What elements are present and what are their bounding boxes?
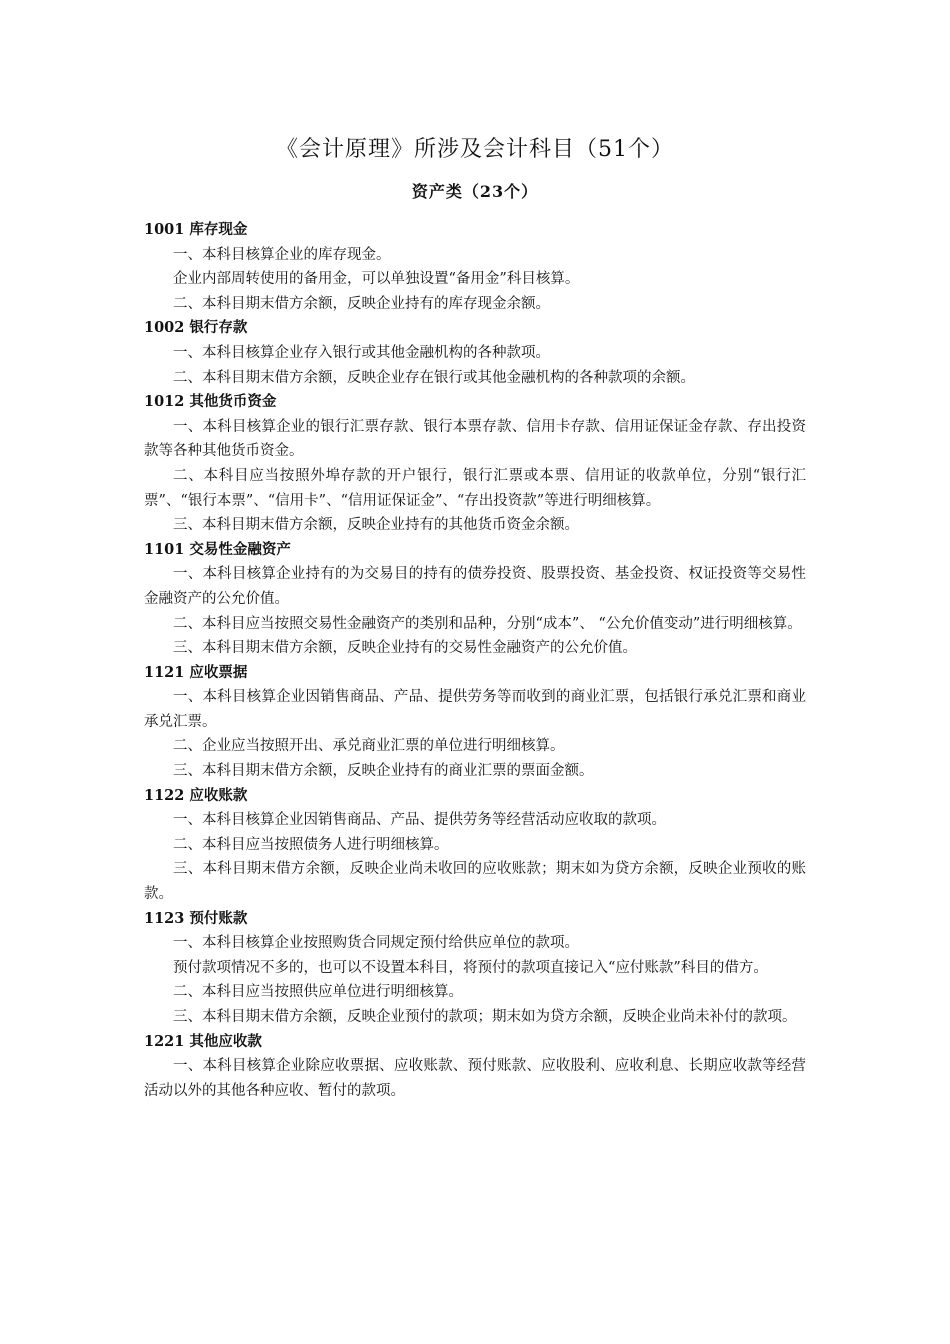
account-paragraph: 二、本科目应当按照债务人进行明细核算。 [173,836,449,853]
account-1122 [144,784,806,907]
account-paragraph: 二、本科目期末借方余额，反映企业存在银行或其他金融机构的各种款项的余额。 [173,369,695,386]
account-paragraph: 二、本科目应当按照供应单位进行明细核算。 [173,984,463,1001]
account-paragraph: 二、本科目应当按照外埠存款的开户银行，银行汇票或本票、信用证的收款单位，分别“银行汇票”、“银行本票”、“信用卡”、“信用证保证金”、“存出投资款”等进行明细核算。 [144,467,806,509]
account-paragraph: 一、本科目核算企业的库存现金。 [173,246,391,263]
document-title: 《会计原理》所涉及会计科目（51个） [276,137,674,162]
account-1101 [144,538,806,661]
account-heading: 1012 其他货币资金 [144,393,277,411]
account-heading: 1101 交易性金融资产 [144,540,291,558]
account-paragraph: 一、本科目核算企业按照购货合同规定预付给供应单位的款项。 [173,935,579,952]
account-paragraph: 一、本科目核算企业持有的为交易目的持有的债券投资、股票投资、基金投资、权证投资等交易性金融资产的公允价值。 [144,566,806,607]
section-title: 资产类（23个） [411,182,539,201]
account-paragraph: 一、本科目核算企业因销售商品、产品、提供劳务等经营活动应收取的款项。 [173,812,666,829]
account-1123 [144,907,806,1030]
account-1001 [144,218,806,316]
account-paragraph: 一、本科目核算企业除应收票据、应收账款、预付账款、应收股利、应收利息、长期应收款等经营活动以外的其他各种应收、暂付的款项。 [144,1058,806,1099]
account-paragraph: 预付款项情况不多的，也可以不设置本科目，将预付的款项直接记入“应付账款”科目的借方。 [173,959,768,976]
account-heading: 1221 其他应收款 [144,1032,262,1050]
document-page [144,130,806,1103]
account-heading: 1001 库存现金 [144,221,248,238]
account-1002 [144,316,806,390]
account-heading: 1121 应收票据 [144,663,248,681]
account-1221 [144,1030,806,1104]
account-paragraph: 企业内部周转使用的备用金，可以单独设置“备用金”科目核算。 [173,271,580,288]
account-paragraph: 一、本科目核算企业的银行汇票存款、银行本票存款、信用卡存款、信用证保证金存款、存出投资款等各种其他货币资金。 [144,418,806,460]
account-paragraph: 二、企业应当按照开出、承兑商业汇票的单位进行明细核算。 [173,738,565,755]
account-paragraph: 三、本科目期末借方余额，反映企业预付的款项；期末如为贷方余额，反映企业尚未补付的款项。 [173,1009,797,1025]
account-1012 [144,390,806,538]
account-paragraph: 二、本科目应当按照交易性金融资产的类别和品种，分别“成本”、 “公允价值变动”进行明细核算。 [173,615,802,632]
account-heading: 1123 预付账款 [144,909,248,927]
account-1121 [144,661,806,784]
account-paragraph: 二、本科目期末借方余额，反映企业持有的库存现金余额。 [173,295,550,312]
account-paragraph: 三、本科目期末借方余额，反映企业持有的交易性金融资产的公允价值。 [173,640,637,657]
account-paragraph: 一、本科目核算企业因销售商品、产品、提供劳务等而收到的商业汇票，包括银行承兑汇票和商业承兑汇票。 [144,689,806,730]
account-paragraph: 一、本科目核算企业存入银行或其他金融机构的各种款项。 [173,344,550,361]
account-paragraph: 三、本科目期末借方余额，反映企业持有的其他货币资金余额。 [173,517,579,534]
account-paragraph: 三、本科目期末借方余额，反映企业持有的商业汇票的票面金额。 [173,763,594,780]
account-paragraph: 三、本科目期末借方余额，反映企业尚未收回的应收账款；期末如为贷方余额，反映企业预收的账款。 [144,861,806,903]
account-heading: 1122 应收账款 [144,786,248,804]
account-heading: 1002 银行存款 [144,319,248,337]
